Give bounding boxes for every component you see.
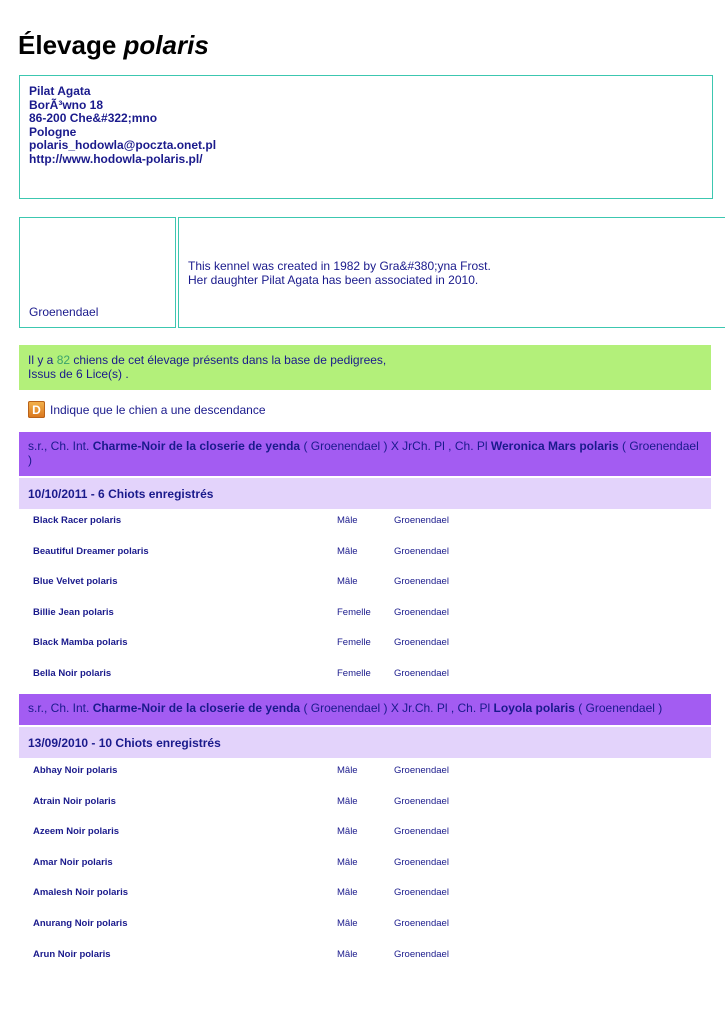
breed-label: Groenendael [29,305,99,319]
puppy-sex: Femelle [337,606,371,618]
puppy-name[interactable]: Black Racer polaris [33,515,122,526]
puppy-list [19,760,711,974]
dam-titles: JrCh. Pl , Ch. Pl [402,439,491,453]
puppy-name[interactable]: Beautiful Dreamer polaris [33,545,149,557]
puppy-name[interactable]: Bella Noir polaris [33,667,112,679]
puppy-sex: Femelle [337,637,371,649]
page-title [18,30,209,61]
sire-breed: ( Groenendael ) X [300,701,403,715]
sire-breed: ( Groenendael ) X [300,439,403,453]
breed-box [19,217,176,328]
puppy-breed: Groenendael [394,917,449,929]
descendance-icon: D [28,401,45,418]
puppy-row [19,944,711,975]
description-box [178,217,725,328]
contact-website[interactable]: http://www.hodowla-polaris.pl/ [29,151,203,166]
puppy-sex: Mâle [337,917,358,929]
puppy-row [19,791,711,822]
puppy-row [19,663,711,694]
puppy-breed: Groenendael [394,667,449,679]
dog-count: 82 [56,353,71,367]
puppy-name[interactable]: Blue Velvet polaris [33,576,118,588]
puppy-sex: Mâle [337,795,358,807]
puppy-sex: Mâle [337,576,358,588]
puppy-sex: Mâle [337,515,358,526]
puppy-breed: Groenendael [394,795,449,807]
dog-count-summary [19,345,711,390]
puppy-breed: Groenendael [394,826,449,838]
puppy-breed: Groenendael [394,887,449,899]
puppy-sex: Mâle [337,887,358,899]
puppy-name[interactable]: Amar Noir polaris [33,856,113,868]
dam-name[interactable]: Weronica Mars polaris [490,439,619,453]
puppy-sex: Mâle [337,856,358,868]
puppy-row [19,602,711,633]
puppy-breed: Groenendael [394,576,449,588]
puppy-sex: Mâle [337,948,358,960]
title-main: Élevage [18,30,117,60]
puppy-row [19,510,711,541]
puppy-sex: Mâle [337,545,358,557]
kennel-description [188,260,491,287]
summary-line-2: Issus de 6 Lice(s) . [28,367,129,381]
puppy-breed: Groenendael [394,606,449,618]
puppy-row [19,821,711,852]
litter-parents-header [19,694,711,725]
puppy-name[interactable]: Black Mamba polaris [33,637,128,649]
puppy-row [19,571,711,602]
puppy-list [19,510,711,694]
puppy-breed: Groenendael [394,637,449,649]
puppy-name[interactable]: Anurang Noir polaris [33,917,128,929]
legend-text: Indique que le chien a une descendance [50,402,266,417]
dam-breed: ( Groenendael ) [574,701,663,715]
puppy-name[interactable]: Arun Noir polaris [33,948,111,960]
description-line-2: Her daughter Pilat Agata has been associated in 2010. [188,272,479,287]
puppy-row [19,760,711,791]
sire-titles: s.r., Ch. Int. [28,439,93,453]
puppy-name[interactable]: Atrain Noir polaris [33,795,116,807]
puppy-row [19,541,711,572]
dam-name[interactable]: Loyola polaris [493,701,575,715]
puppy-name[interactable]: Azeem Noir polaris [33,826,120,838]
puppy-row [19,632,711,663]
owner-name: Pilat Agata [29,84,91,98]
puppy-breed: Groenendael [394,856,449,868]
contact-email[interactable]: polaris_hodowla@poczta.onet.pl [29,138,217,152]
puppy-name[interactable]: Amalesh Noir polaris [33,887,129,899]
puppy-row [19,882,711,913]
puppy-breed: Groenendael [394,948,449,960]
descendance-legend [28,401,266,418]
address-city: 86-200 Che&#322;mno [29,111,158,125]
litter-parents-header [19,432,711,476]
puppy-sex: Femelle [337,667,371,679]
contact-box [19,75,713,199]
puppy-row [19,852,711,883]
puppy-name[interactable]: Abhay Noir polaris [33,765,118,776]
dam-breed: ( Groenendael ) [28,439,699,467]
sire-name[interactable]: Charme-Noir de la closerie de yenda [92,439,301,453]
contact-lines [29,85,216,166]
summary-prefix: Il y a [28,353,57,367]
dam-titles: Jr.Ch. Pl , Ch. Pl [402,701,494,715]
description-line-1: This kennel was created in 1982 by Gra&#380;yna Frost. [188,259,491,273]
litter-date: 10/10/2011 - 6 Chiots enregistrés [19,478,711,509]
puppy-row [19,913,711,944]
address-street: BorÃ³wno 18 [29,97,104,112]
puppy-breed: Groenendael [394,515,449,526]
puppy-breed: Groenendael [394,545,449,557]
sire-titles: s.r., Ch. Int. [28,701,93,715]
summary-line-1 [28,353,702,367]
title-kennel-name: polaris [123,30,209,60]
puppy-breed: Groenendael [394,765,449,776]
summary-suffix: chiens de cet élevage présents dans la base de pedigrees, [70,353,387,367]
sire-name[interactable]: Charme-Noir de la closerie de yenda [92,701,301,715]
puppy-name[interactable]: Billie Jean polaris [33,606,114,618]
puppy-sex: Mâle [337,765,358,776]
puppy-sex: Mâle [337,826,358,838]
address-country: Pologne [29,124,77,139]
litter-date: 13/09/2010 - 10 Chiots enregistrés [19,727,711,758]
